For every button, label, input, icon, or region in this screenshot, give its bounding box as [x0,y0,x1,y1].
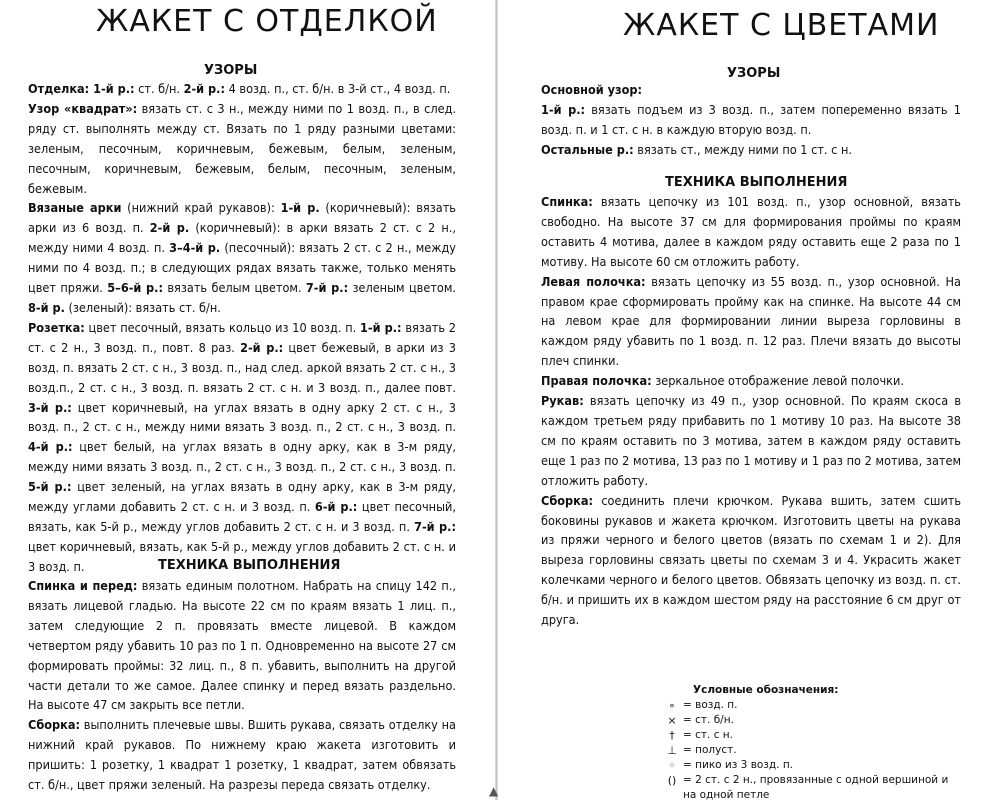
half-double-crochet-icon: ⊥ [667,744,677,757]
chain-stitch-icon: ∘ [668,699,676,712]
paragraph-arches: Вязаные арки (нижний край рукавов): 1-й р. (коричневый): вязать арки из 6 возд. п. 2-й р. (коричневый): в арки вязать 2 ст. с 2 н., между ними 4 возд. п. 3–4-й р. (песочный): вязать 2 ст. с 2 н., между ними по 4 возд. п.; в следующих рядах вязать также, только менять цвет пряжи. 5–6-й р.: вязать белым цветом. 7-й р.: зеленым цветом. 8-й р. (зеленый): вязать ст. б/н. [28,200,456,315]
legend-item: × = ст. б/н. [661,713,961,728]
legend [661,683,961,803]
cluster-stitch-icon: () [667,774,677,787]
paragraph-trim: Отделка: 1-й р.: ст. б/н. 2-й р.: 4 возд. п., ст. б/н. в 3-й ст., 4 возд. п. [28,81,451,96]
paragraph-row-1: 1-й р.: вязать подъем из 3 возд. п., затем попеременно вязать 1 возд. п. и 1 ст. с н. в каждую вторую возд. п. [541,101,961,137]
paragraph-back-front: Спинка и перед: вязать единым полотном. Набрать на спицу 142 п., вязать лицевой гладью. На высоте 22 см по краям вязать 1 лиц. п., затем следующие 2 п. провязать вместе лицевой. В каждом четвертом ряду убавить 10 раз по 1 п. Одновременно на высоте 27 см формировать проймы: 32 лиц. п., 8 п. убавить, выполнить на другой части детали то же самое. Далее спинку и перед вязать раздельно. На высоте 47 см закрыть все петли. [28,578,457,713]
technique-text [541,192,961,630]
paragraph-left-front: Левая полочка: вязать цепочку из 55 возд. п., узор основной. На правом крае сформировать пройму как на спинке. На высоте 44 см на левом крае для формировании линии выреза горловины в каждом ряду убавить по 1 возд. п. 12 раз. Плечи вязать до высоты плеч спинки. [541,273,961,369]
paragraph-assembly: Сборка: выполнить плечевые швы. Вшить рукава, связать отделку на нижний край рукавов. По нижнему краю жакета изготовить и пришить: 1 розетку, 1 квадрат 1 розетку, 1 квадрат, затем обвязать ст. б/н., цвет пряжи зеленый. На разрезы переда связать отделку. [28,717,456,793]
page-title: ЖАКЕТ С ЦВЕТАМИ [623,8,940,43]
page-title: ЖАКЕТ С ОТДЕЛКОЙ [96,4,438,39]
paragraph-main-pattern: Основной узор: [541,82,643,97]
paragraph-square: Узор «квадрат»: вязать ст. с 3 н., между ними по 1 возд. п., в след. ряду ст. выполнять между ст. Вязать по 1 ряду разными цветами: зеленым, песочным, коричневым, бежевым, белым, зеленым, песочным, коричневым, бежевым, белым, песочным, зеленым, бежевым. [28,100,457,196]
spine-marker-icon: ▲ [489,784,499,798]
section-heading-patterns: УЗОРЫ [204,63,258,78]
single-crochet-icon: × [667,714,677,727]
paragraph-rosette: Розетка: цвет песочный, вязать кольцо из 10 возд. п. 1-й р.: вязать 2 ст. с 2 н., 3 возд. п., повт. 8 раз. 2-й р.: цвет бежевый, в арки из 3 возд. п. вязать 2 ст. с н., 3 возд. п., над след. аркой вязать 2 ст. с н., 3 возд.п., 2 ст. с н., 3 возд. п. вязать 2 ст. с н. и 3 возд. п., далее повт. 3-й р.: цвет коричневый, на углах вязать в одну арку 2 ст. с н., 3 возд. п., 2 ст. с н., между ними вязать 3 возд. п., 2 ст. с н., 3 возд. п. 4-й р.: цвет белый, на углах вязать в одну арку, как в 3-м ряду, между ними вязать 3 возд. п., 2 ст. с н., 3 возд. п., 2 ст. с н., 3 возд. п. 5-й р.: цвет зеленый, на углах вязать в одну арку, как в 3-м ряду, между углами добавить 2 ст. с н. и 3 возд. п. 6-й р.: цвет песочный, вязать, как 5-й р., между углов добавить 2 ст. с н. и 3 возд. п. 7-й р.: цвет коричневый, вязать, как 5-й р., между углов добавить 2 ст. с н. и 3 возд. п. [28,319,457,574]
paragraph-back: Спинка: вязать цепочку из 101 возд. п., узор основной, вязать свободно. На высоте 37 см для формирования проймы по краям оставить 4 мотива, далее в каждом ряду оставить еще 2 раза по 1 мотиву. На высоте 60 см отложить работу. [541,194,961,269]
paragraph-sleeve: Рукав: вязать цепочку из 49 п., узор основной. По краям скоса в каждом третьем ряду прибавить по 1 мотиву 10 раз. На высоте 38 см по краям оставить по 3 мотива, затем в каждом ряду оставить еще 1 раз по 2 мотива, 13 раз по 1 мотиву и 1 раз по 2 мотива, затем отложить работу. [541,393,961,488]
double-crochet-icon: † [669,729,675,742]
legend-item: () = 2 ст. с 2 н., провязанные с одной вершиной и на одной петле [661,773,961,803]
right-page [497,0,993,800]
patterns-text [28,79,456,577]
patterns-text [541,80,961,160]
legend-title: Условные обозначения: [693,684,839,696]
section-heading-technique: ТЕХНИКА ВЫПОЛНЕНИЯ [665,175,848,190]
legend-item: ⊥ = полуст. [661,743,961,758]
paragraph-other-rows: Остальные р.: вязать ст., между ними по 1 ст. с н. [541,141,852,157]
picot-icon: ◦ [668,759,676,772]
legend-item: ∘ = возд. п. [661,698,961,713]
section-heading-patterns: УЗОРЫ [727,66,781,81]
paragraph-assembly: Сборка: соединить плечи крючком. Рукава вшить, затем сшить боковины рукавов и жакета крючком. Изготовить цветы на рукава из пряжи черного и белого цветов (вязать по схемам 1 и 2). Для выреза горловины связать цветы по схемам 3 и 4. Украсить жакет колечками черного и белого цветов. Обвязать цепочку из возд. п. ст. б/н. и пришить их в каждом шестом ряду на расстояние 6 см друг от друга. [541,492,961,628]
legend-item: ◦ = пико из 3 возд. п. [661,758,961,773]
technique-text [28,576,456,795]
legend-item: † = ст. с н. [661,728,961,743]
section-heading-technique: ТЕХНИКА ВЫПОЛНЕНИЯ [158,558,341,573]
paragraph-right-front: Правая полочка: зеркальное отображение левой полочки. [541,373,904,389]
